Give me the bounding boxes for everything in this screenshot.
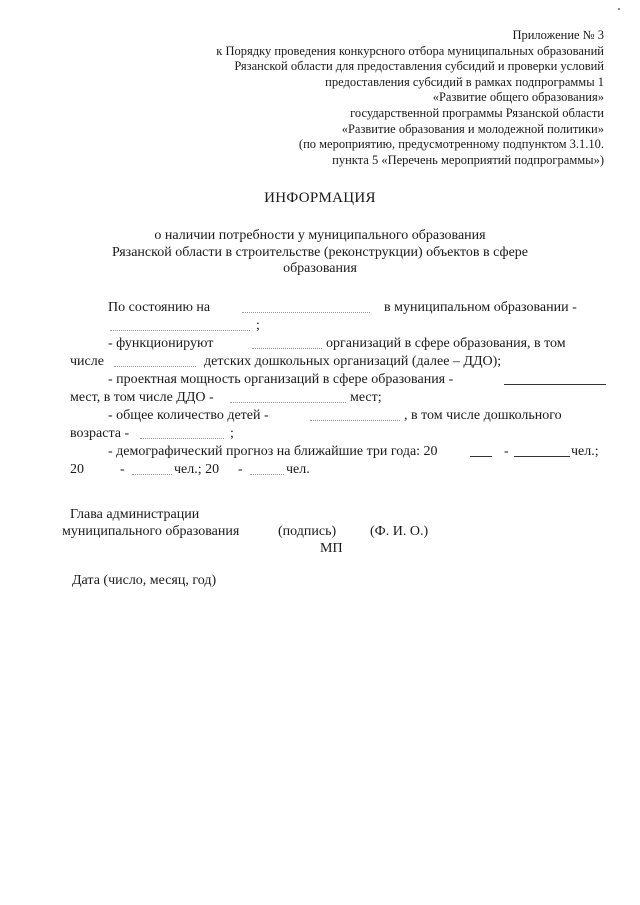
persons-label: чел.; [571,444,599,459]
organizations-label: организаций в сфере образования, в том [326,336,566,351]
dash: - [504,444,509,459]
capacity-label: - проектная мощность организаций в сфере образования - [108,372,454,387]
as-of-label: По состоянию на [108,300,211,315]
semicolon: ; [230,426,234,441]
organizations-count-field[interactable] [252,348,322,349]
form-line-date-municipality [70,299,607,317]
header-line: предоставления субсидий в рамках подпрограммы 1 [325,74,604,89]
form-line-municipality-name [70,317,607,335]
form-line-organizations [70,335,607,353]
municipality-label: муниципального образования [62,524,240,539]
places-ddo-label: мест, в том числе ДДО - [70,390,214,405]
semicolon: ; [256,318,260,333]
scan-speck [618,8,620,10]
municipality-label: в муниципальном образовании - [384,300,577,315]
capacity-field[interactable] [504,384,606,385]
form-line-preschool-age [70,425,607,443]
header-line: Приложение № 3 [512,28,604,42]
children-count-field[interactable] [310,420,400,421]
header-line: «Развитие общего образования» [432,90,604,105]
forecast-count-3-field[interactable] [250,474,284,475]
preschool-count-field[interactable] [140,438,224,439]
forecast-label: - демографический прогноз на ближайшие три года: 20 [108,444,438,459]
header-line: «Развитие образования и молодежной политики» [341,121,604,136]
including-label: числе [70,354,104,369]
form-body [70,299,607,479]
ddo-count-field[interactable] [114,366,196,367]
seal-label: МП [320,541,343,556]
dash: - [238,462,243,477]
form-line-forecast [70,443,607,461]
header-line: пункта 5 «Перечень мероприятий подпрограммы») [332,152,604,167]
header-line: (по мероприятию, предусмотренному подпунктом 3.1.10. [298,137,604,152]
header-line: государственной программы Рязанской области [350,105,604,120]
year-prefix: 20 [70,462,84,477]
date-label: Дата (число, месяц, год) [72,573,217,588]
name-label: (Ф. И. О.) [370,524,429,539]
form-line-ddo [70,353,607,371]
ddo-label: детских дошкольных организаций (далее – ДДО); [204,354,502,369]
children-count-label: - общее количество детей - [108,408,269,423]
subtitle-line: о наличии потребности у муниципального образования [154,228,486,243]
document-title: ИНФОРМАЦИЯ [264,190,376,206]
persons-label: чел. [286,462,310,477]
signature-label: (подпись) [278,524,337,539]
functioning-label: - функционируют [108,336,214,351]
form-line-children [70,407,607,425]
header-line: Рязанской области для предоставления субсидий и проверки условий [234,59,604,74]
forecast-count-2-field[interactable] [132,474,172,475]
dash: - [120,462,125,477]
document-subtitle [100,228,540,278]
header-line: к Порядку проведения конкурсного отбора муниципальных образований [216,43,604,58]
preschool-label: , в том числе дошкольного [404,408,562,423]
municipality-name-field[interactable] [110,330,250,331]
ddo-capacity-field[interactable] [230,402,346,403]
appendix-header [144,28,604,168]
subtitle-line: образования [283,261,357,276]
form-line-ddo-capacity [70,389,607,407]
forecast-year-1-field[interactable] [470,456,492,457]
places-label: мест; [350,390,382,405]
date-field[interactable] [242,312,370,313]
form-line-capacity [70,371,607,389]
head-of-administration-label: Глава администрации [70,507,200,522]
age-label: возраста - [70,426,130,441]
subtitle-line: Рязанской области в строительстве (реконструкции) объектов в сфере [111,244,528,260]
forecast-count-1-field[interactable] [514,456,570,457]
persons-year-label: чел.; 20 [174,462,220,477]
form-line-forecast-2 [70,461,607,479]
